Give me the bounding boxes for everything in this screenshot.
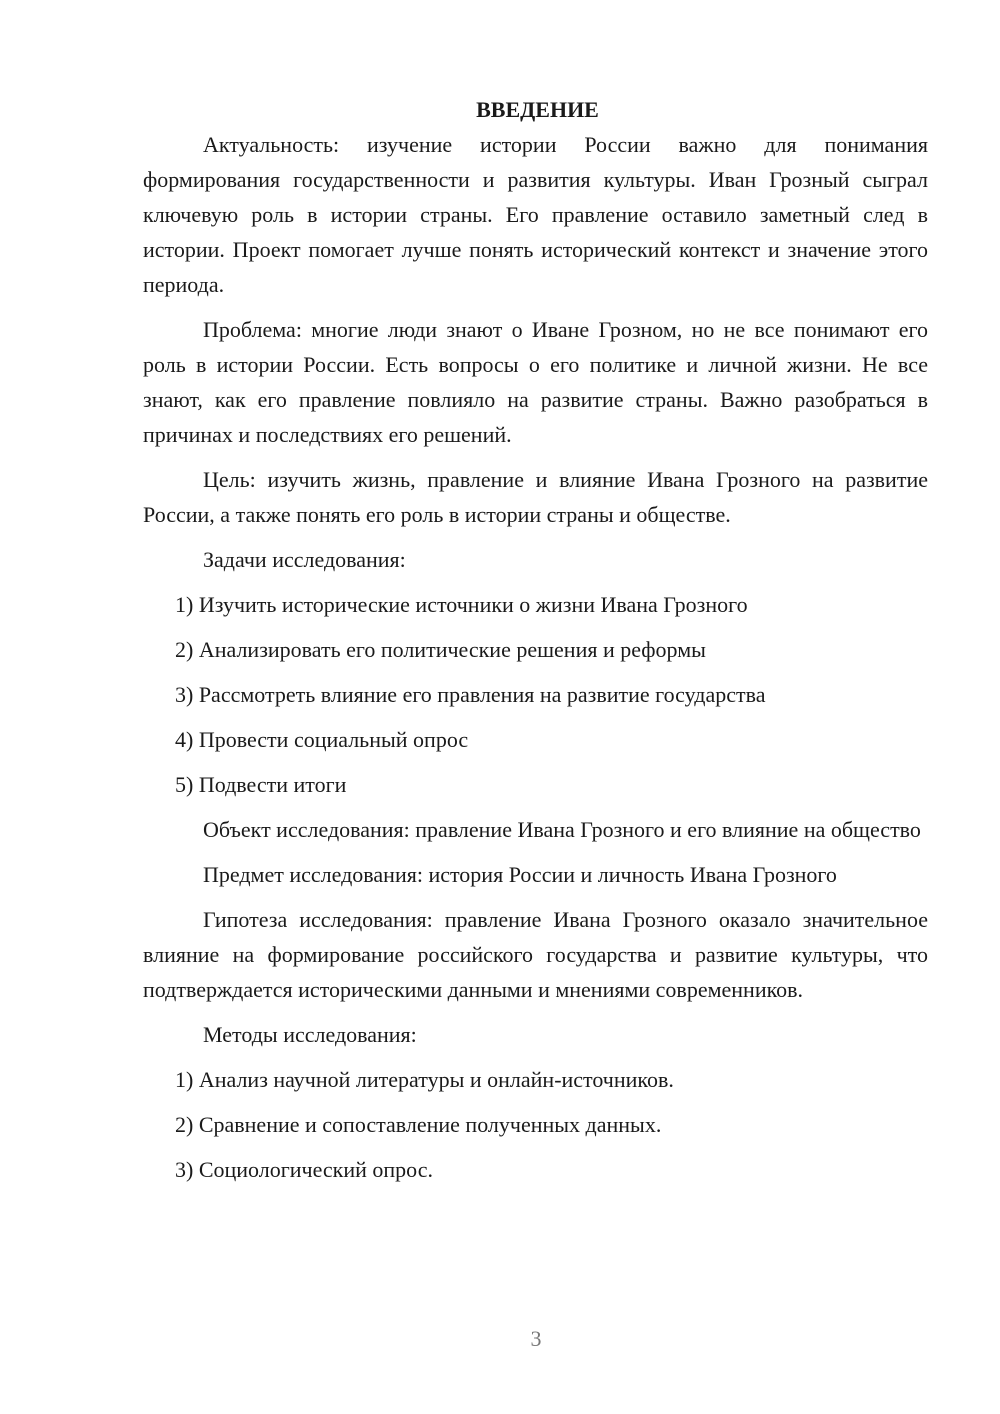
methods-label: Методы исследования:: [203, 1022, 417, 1047]
list-item: 4) Провести социальный опрос: [175, 727, 469, 752]
problem-paragraph: Проблема: многие люди знают о Иване Грозном, но не все понимают его роль в истории России. Есть вопросы о его политике и личной жизни. Не все знают, как его правление повлияло на развитие страны. Важно разобраться в причинах и последствиях его решений.: [143, 317, 928, 447]
list-item: 2) Сравнение и сопоставление полученных данных.: [175, 1112, 662, 1137]
hypothesis-paragraph: Гипотеза исследования: правление Ивана Грозного оказало значительное влияние на формирование российского государства и развитие культуры, что подтверждается историческими данными и мнениями современников.: [143, 907, 928, 1002]
list-item: 3) Рассмотреть влияние его правления на развитие государства: [175, 682, 766, 707]
page-number: 3: [530, 1326, 542, 1351]
list-item: 3) Социологический опрос.: [175, 1157, 433, 1182]
document-page: [143, 93, 928, 1197]
relevance-paragraph: Актуальность: изучение истории России важно для понимания формирования государственности и развития культуры. Иван Грозный сыграл ключевую роль в истории страны. Его правление оставило заметный след в истории. Проект помогает лучше понять исторический контекст и значение этого периода.: [143, 132, 928, 297]
tasks-list: [143, 587, 928, 802]
goal-paragraph: Цель: изучить жизнь, правление и влияние Ивана Грозного на развитие России, а также понять его роль в истории страны и обществе.: [143, 467, 928, 527]
list-item: 2) Анализировать его политические решения и реформы: [175, 637, 706, 662]
methods-list: [143, 1062, 928, 1187]
list-item: 5) Подвести итоги: [175, 772, 347, 797]
section-heading: ВВЕДЕНИЕ: [476, 97, 599, 122]
list-item: 1) Изучить исторические источники о жизни Ивана Грозного: [175, 592, 748, 617]
subject-paragraph: Предмет исследования: история России и личность Ивана Грозного: [203, 862, 837, 887]
tasks-label: Задачи исследования:: [203, 547, 406, 572]
object-paragraph: Объект исследования: правление Ивана Грозного и его влияние на общество: [203, 817, 921, 842]
list-item: 1) Анализ научной литературы и онлайн-источников.: [175, 1067, 674, 1092]
